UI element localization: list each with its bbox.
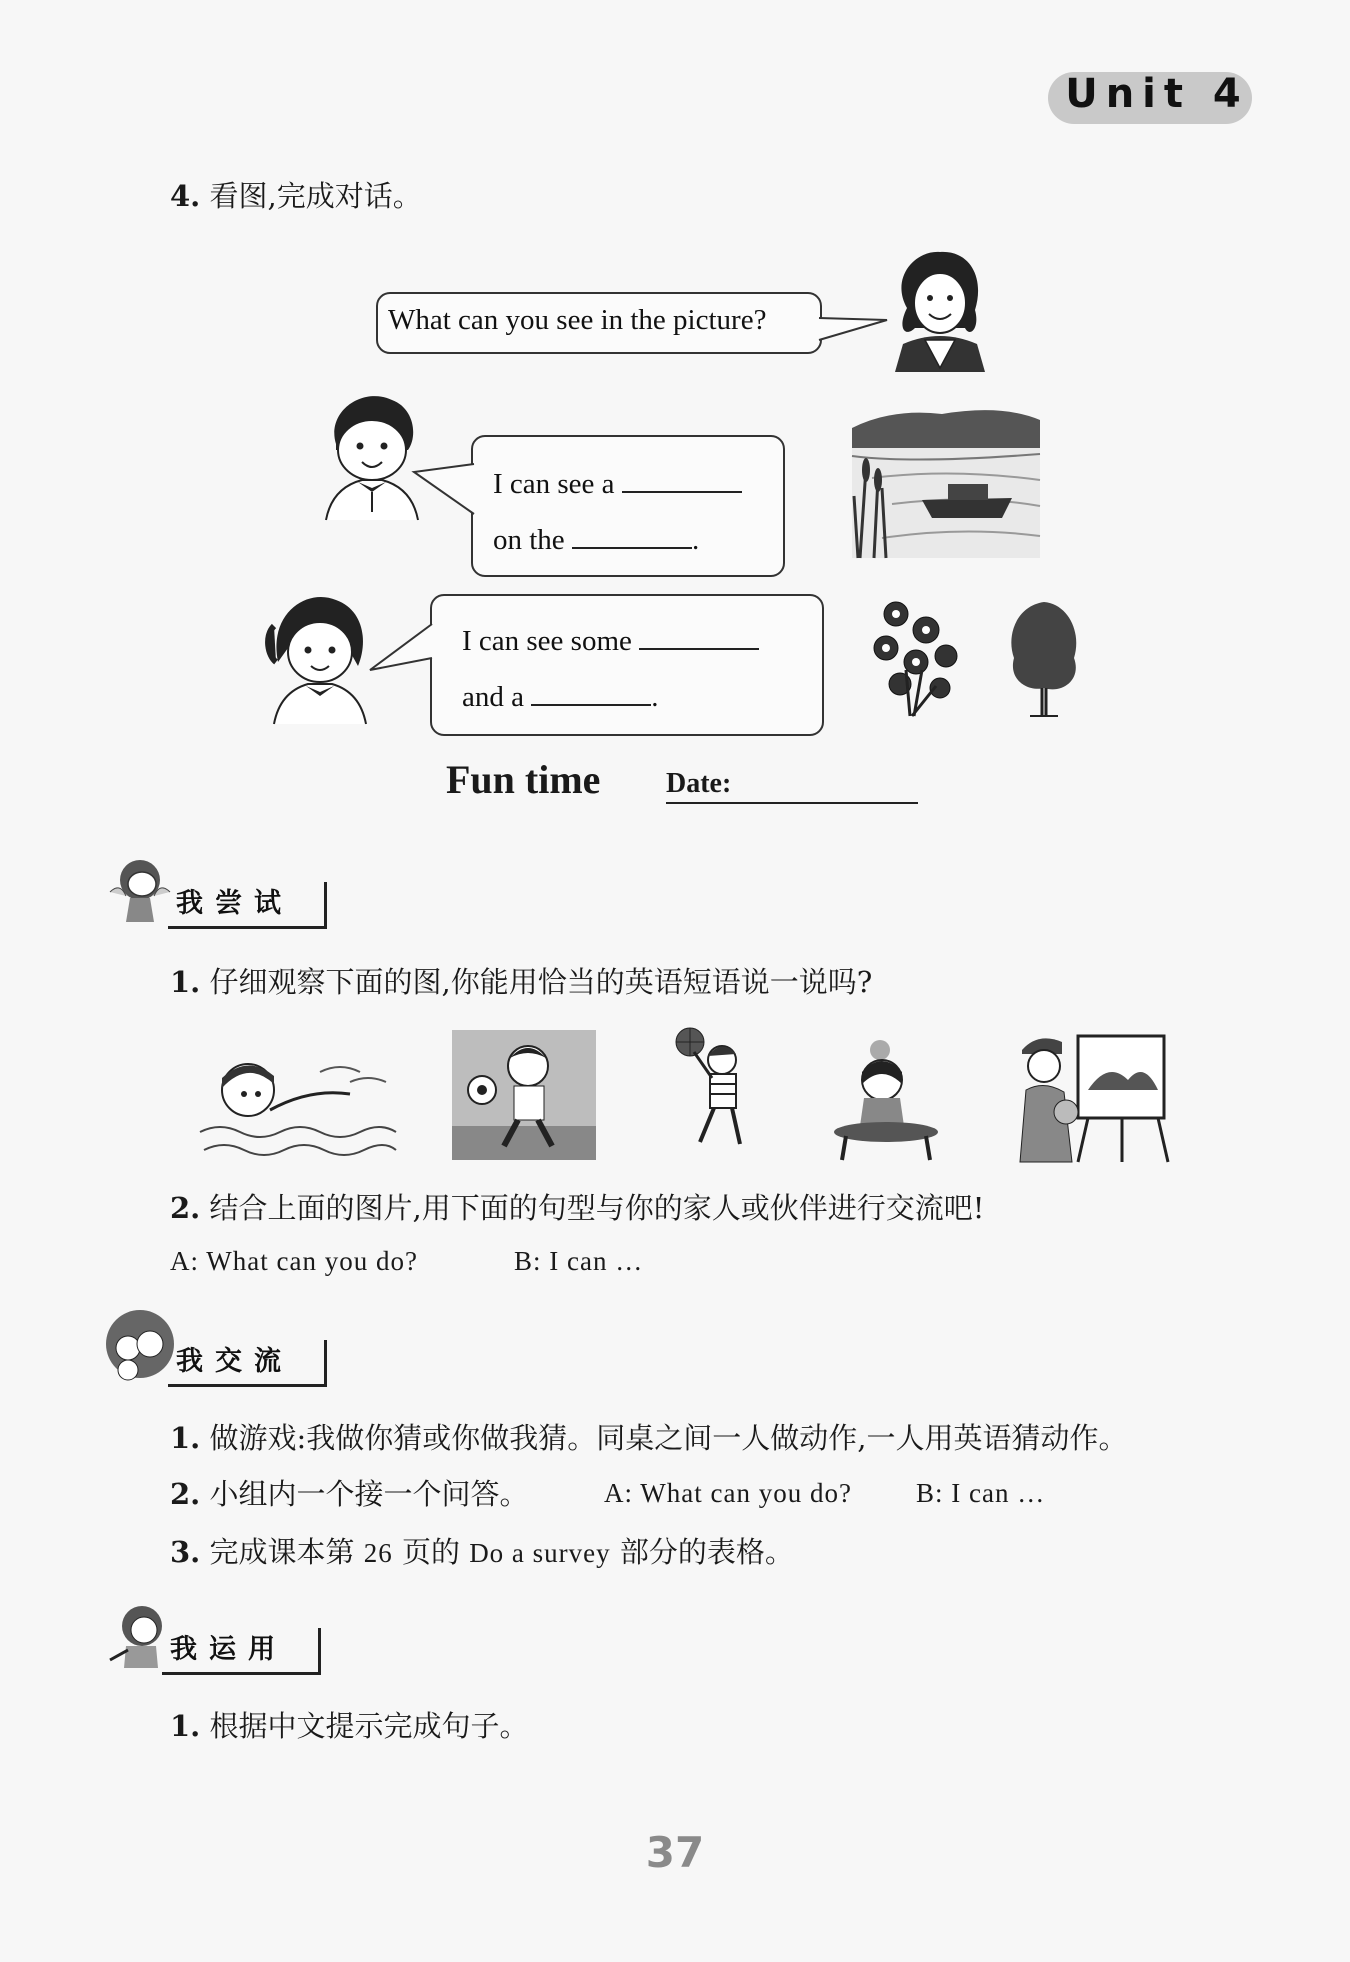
answer-blank[interactable] xyxy=(622,461,742,493)
talk-item-1 xyxy=(170,1418,1128,1458)
try-dialog-b: B: I can … xyxy=(514,1246,644,1276)
section-tag-talk: 我交流 xyxy=(168,1340,327,1387)
boy-bubble-tail xyxy=(412,460,476,520)
item-text: 仔细观察下面的图,你能用恰当的英语短语说一说吗? xyxy=(209,965,873,999)
date-input-line[interactable] xyxy=(666,802,918,804)
page-number: 37 xyxy=(645,1828,705,1877)
painting-girl-picture xyxy=(1008,1030,1172,1164)
try-item-2 xyxy=(170,1188,984,1228)
girl-line-1 xyxy=(462,618,759,658)
boat-on-river-picture xyxy=(852,408,1042,558)
snowman-kids-icon xyxy=(104,1308,176,1382)
item-number: 3. xyxy=(170,1535,201,1569)
teacher-question: What can you see in the picture? xyxy=(388,304,767,336)
survey-phrase: Do a survey xyxy=(469,1538,611,1568)
item-number: 2. xyxy=(170,1191,201,1225)
section-tag-try: 我尝试 xyxy=(168,882,327,929)
unit-label: Unit 4 xyxy=(1065,71,1249,117)
answer-blank[interactable] xyxy=(531,674,651,706)
item-number: 1. xyxy=(170,1421,201,1455)
boy-line-1-text: I can see a xyxy=(493,468,615,500)
boy-line-2 xyxy=(493,517,699,557)
date-label: Date: xyxy=(666,768,732,799)
use-item-1 xyxy=(170,1706,529,1746)
boy-illustration xyxy=(322,392,422,522)
answer-blank[interactable] xyxy=(572,517,692,549)
girl-line-2 xyxy=(462,674,659,714)
talk-item-2 xyxy=(170,1474,529,1514)
talk-dialog-b: B: I can … xyxy=(916,1478,1046,1508)
q4-instruction: 看图,完成对话。 xyxy=(209,179,422,213)
fun-time-title: Fun time xyxy=(446,757,601,802)
section-tag-use: 我运用 xyxy=(162,1628,321,1675)
girl-line-1-text: I can see some xyxy=(462,625,632,657)
item-text: 小组内一个接一个问答。 xyxy=(209,1477,529,1511)
period: . xyxy=(651,681,659,713)
item-number: 1. xyxy=(170,1709,201,1743)
boy-line-2-text: on the xyxy=(493,524,565,556)
playing-basketball-picture xyxy=(664,1024,764,1164)
try-item-1 xyxy=(170,962,872,1002)
teacher-bubble-tail xyxy=(815,300,895,350)
try-dialog-a: A: What can you do? xyxy=(170,1246,418,1276)
teacher-illustration xyxy=(885,248,995,373)
girl-line-2-text: and a xyxy=(462,681,524,713)
q4-heading xyxy=(170,176,422,216)
period: . xyxy=(691,524,700,556)
girl-speech-bubble xyxy=(430,594,824,736)
teacher-speech-bubble xyxy=(376,292,822,354)
boy-speech-bubble xyxy=(471,435,785,577)
girl-illustration xyxy=(268,592,368,726)
fairy-girl-icon xyxy=(106,852,172,926)
item-number: 1. xyxy=(170,965,201,999)
girl-bubble-tail xyxy=(368,620,434,676)
playing-football-picture xyxy=(452,1030,596,1160)
roses-picture xyxy=(866,600,966,718)
q4-number: 4. xyxy=(170,179,201,213)
item-text: 页的 xyxy=(401,1535,460,1569)
talk-item-3 xyxy=(170,1532,794,1573)
item-text: 部分的表格。 xyxy=(619,1535,794,1569)
answer-blank[interactable] xyxy=(639,618,759,650)
item-text: 做游戏:我做你猜或你做我猜。同桌之间一人做动作,一人用英语猜动作。 xyxy=(209,1421,1128,1455)
item-text: 完成课本第 xyxy=(209,1535,355,1569)
item-number: 2. xyxy=(170,1477,201,1511)
item-text: 结合上面的图片,用下面的句型与你的家人或伙伴进行交流吧! xyxy=(209,1191,985,1225)
tree-picture xyxy=(1006,600,1082,718)
talk-dialog-a: A: What can you do? xyxy=(604,1478,852,1508)
swimming-picture xyxy=(200,1060,396,1160)
page-reference: 26 xyxy=(363,1538,393,1568)
item-text: 根据中文提示完成句子。 xyxy=(209,1709,529,1743)
boy-line-1 xyxy=(493,461,742,501)
drawing-girl-picture xyxy=(830,1032,942,1162)
